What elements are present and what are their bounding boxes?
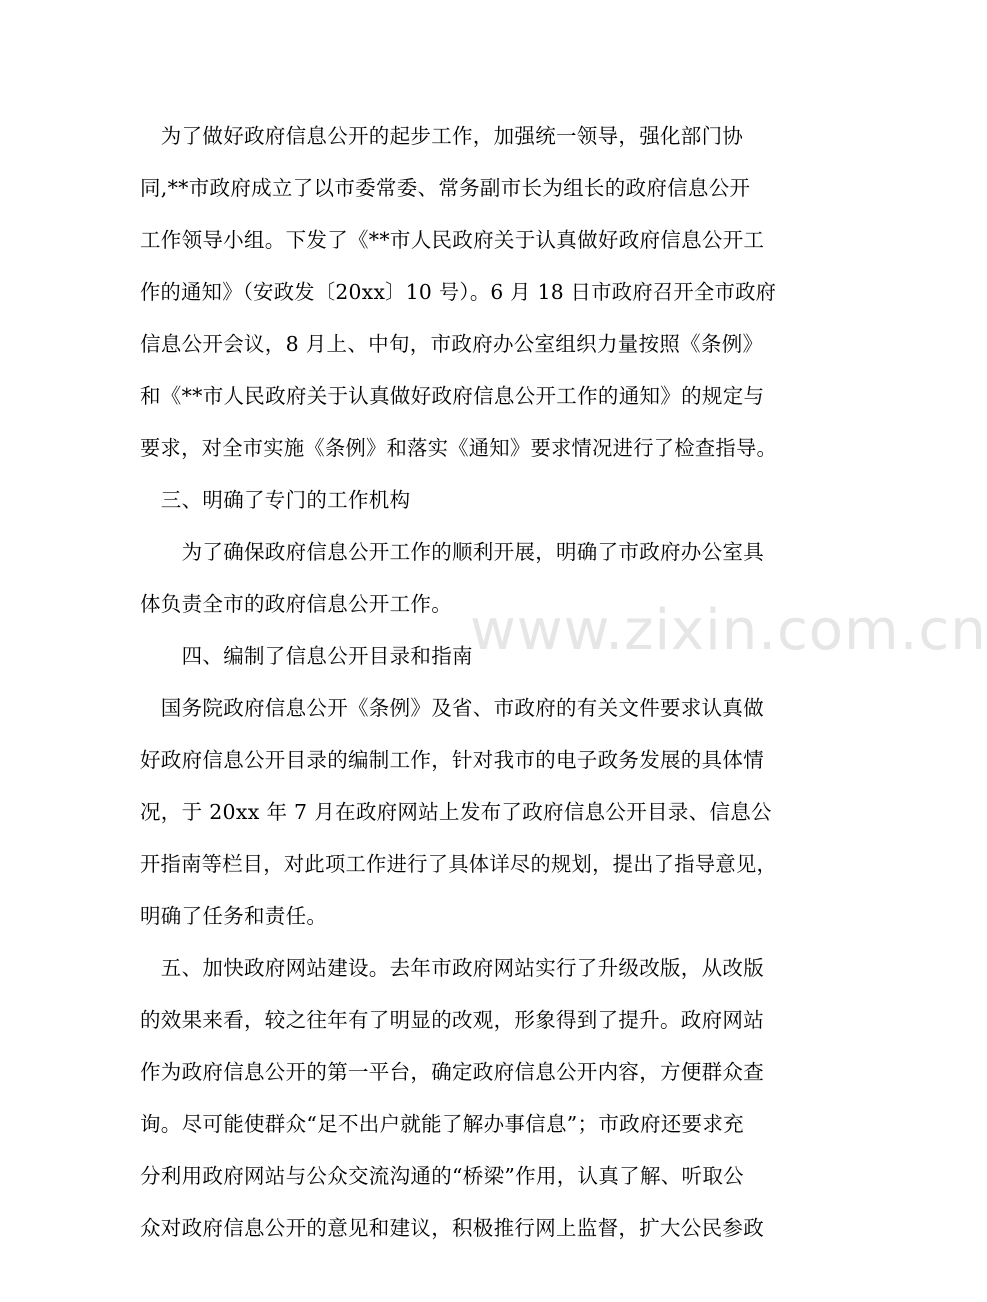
text-line: 五、加快政府网站建设。去年市政府网站实行了升级改版，从改版 <box>140 956 764 980</box>
text-line: 的效果来看，较之往年有了明显的改观，形象得到了提升。政府网站 <box>140 1008 764 1032</box>
text-line: 为了做好政府信息公开的起步工作，加强统一领导，强化部门协 <box>140 124 744 148</box>
text-line: 作的通知》（安政发〔20xx〕10 号）。6 月 18 日市政府召开全市政府 <box>140 280 777 304</box>
text-line: 作为政府信息公开的第一平台，确定政府信息公开内容，方便群众查 <box>140 1060 764 1084</box>
text-line: 好政府信息公开目录的编制工作，针对我市的电子政务发展的具体情 <box>140 748 764 772</box>
text-line: 工作领导小组。下发了《**市人民政府关于认真做好政府信息公开工 <box>140 228 765 252</box>
text-line: 况，于 20xx 年 7 月在政府网站上发布了政府信息公开目录、信息公 <box>140 800 772 824</box>
text-line: 信息公开会议，8 月上、中旬，市政府办公室组织力量按照《条例》 <box>140 332 764 356</box>
text-line: 分利用政府网站与公众交流沟通的“桥梁”作用，认真了解、听取公 <box>140 1164 744 1188</box>
text-line: 要求，对全市实施《条例》和落实《通知》要求情况进行了检查指导。 <box>140 436 778 460</box>
text-line: 众对政府信息公开的意见和建议，积极推行网上监督，扩大公民参政 <box>140 1216 764 1240</box>
text-line: 明确了任务和责任。 <box>140 904 328 928</box>
text-line: 为了确保政府信息公开工作的顺利开展，明确了市政府办公室具 <box>140 540 764 564</box>
section-heading: 四、编制了信息公开目录和指南 <box>140 644 473 668</box>
text-line: 国务院政府信息公开《条例》及省、市政府的有关文件要求认真做 <box>140 696 764 720</box>
text-line: 和《**市人民政府关于认真做好政府信息公开工作的通知》的规定与 <box>140 384 765 408</box>
text-line: 开指南等栏目，对此项工作进行了具体详尽的规划，提出了指导意见， <box>140 852 778 876</box>
text-line: 询。尽可能使群众“足不出户就能了解办事信息”；市政府还要求充 <box>140 1112 744 1136</box>
watermark: www.zixin.com.cn <box>470 598 987 663</box>
section-heading: 三、明确了专门的工作机构 <box>140 488 411 512</box>
text-line: 同,**市政府成立了以市委常委、常务副市长为组长的政府信息公开 <box>140 176 751 200</box>
text-line: 体负责全市的政府信息公开工作。 <box>140 592 452 616</box>
